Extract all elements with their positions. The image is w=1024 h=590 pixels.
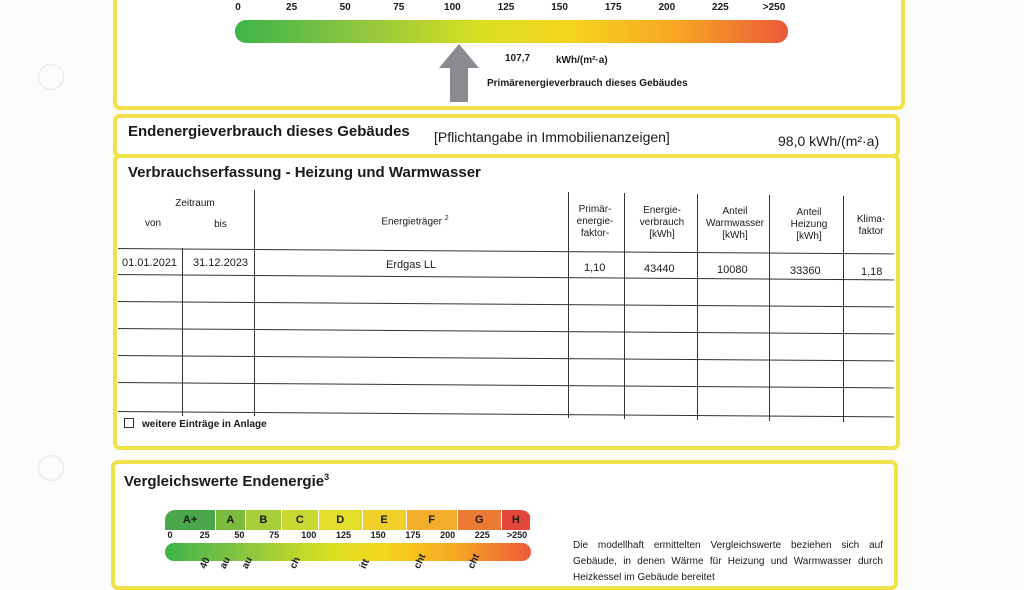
- efficiency-class-strip: [165, 510, 531, 530]
- anlage-checkbox[interactable]: [124, 418, 134, 428]
- header-zeitraum: Zeitraum: [175, 198, 215, 209]
- row1-heizung: 33360: [790, 265, 821, 277]
- efficiency-class-g: G: [458, 510, 502, 530]
- efficiency-class-f: F: [407, 510, 458, 530]
- top-scale-tick: 200: [658, 2, 676, 13]
- marker-caption: Primärenergieverbrauch dieses Gebäudes: [487, 78, 688, 89]
- vergleich-scale-tick: 25: [199, 530, 210, 540]
- top-scale-tick: 175: [604, 2, 622, 13]
- vergleich-scale-tick: 200: [440, 530, 456, 540]
- efficiency-class-d: D: [319, 510, 363, 530]
- header-energietraeger-footnote: 2: [444, 215, 449, 222]
- endenergie-title: Endenergieverbrauch dieses Gebäudes: [128, 123, 410, 140]
- top-scale-tick: 75: [393, 2, 405, 13]
- vergleich-scale-tick: 125: [335, 530, 352, 540]
- vergleich-bottom-label: ch: [288, 555, 303, 571]
- endenergie-value: 98,0 kWh/(m²·a): [778, 133, 880, 149]
- vergleich-bottom-label: au: [218, 555, 233, 571]
- table-divider: [843, 196, 844, 422]
- verbrauch-title: Verbrauchserfassung - Heizung und Warmwasser: [128, 164, 481, 181]
- vergleich-bottom-label: 40: [198, 555, 213, 571]
- efficiency-class-c: C: [282, 510, 319, 530]
- efficiency-class-b: B: [246, 510, 283, 530]
- efficiency-class-h: H: [502, 510, 531, 530]
- vergleich-scale-tick: 150: [370, 530, 386, 540]
- vergleich-title-footnote: 3: [324, 472, 330, 482]
- efficiency-class-a-plus: A+: [165, 510, 216, 530]
- marker-unit: kWh/(m²·a): [556, 55, 608, 66]
- vergleich-title: [124, 472, 329, 490]
- header-bis: bis: [214, 219, 227, 230]
- row1-von: 01.01.2021: [122, 257, 178, 269]
- efficiency-class-e: E: [363, 510, 407, 530]
- vergleich-scale-tick: >250: [506, 530, 528, 540]
- top-scale-tick: 50: [339, 2, 351, 13]
- vergleich-bottom-label: cht: [412, 552, 429, 571]
- row1-primaerfaktor: 1,10: [584, 262, 606, 274]
- vergleich-scale-tick: 0: [167, 530, 173, 540]
- row1-energietraeger: Erdgas LL: [386, 259, 437, 271]
- row1-bis: 31.12.2023: [193, 257, 249, 269]
- top-scale-tick: 125: [497, 2, 515, 13]
- vergleich-scale-tick: 75: [269, 530, 280, 540]
- efficiency-class-a: A: [216, 510, 245, 530]
- vergleich-bottom-label: cht: [466, 552, 483, 571]
- marker-value: 107,7: [505, 53, 531, 64]
- table-divider: [182, 248, 183, 416]
- top-energy-scale-bar: [235, 20, 788, 43]
- header-energietraeger-label: Energieträger: [381, 216, 442, 228]
- vergleich-title-text: Vergleichswerte Endenergie: [124, 473, 325, 490]
- vergleich-scale-tick: 225: [474, 530, 490, 540]
- row1-klimafaktor: 1,18: [861, 266, 883, 278]
- row1-warmwasser: 10080: [717, 264, 748, 276]
- top-scale-tick: 100: [444, 2, 461, 13]
- header-anteil-warmwasser: Anteil Warmwasser [kWh]: [706, 206, 764, 241]
- anlage-label: weitere Einträge in Anlage: [142, 419, 267, 430]
- top-scale-tick: 0: [235, 2, 241, 13]
- vergleich-scale-tick: 175: [405, 530, 421, 540]
- punch-hole: [38, 64, 64, 90]
- top-scale-tick: 25: [286, 2, 298, 13]
- vergleich-bottom-label: itt: [358, 557, 372, 571]
- header-primaerenergiefaktor: Primär- energie- faktor-: [576, 204, 614, 239]
- arrow-up-icon: [438, 44, 480, 102]
- top-scale-tick: 150: [551, 2, 568, 13]
- vergleich-bottom-label: au: [240, 555, 255, 571]
- vergleich-scale-tick: 100: [301, 530, 317, 540]
- header-anteil-heizung: Anteil Heizung [kWh]: [790, 207, 828, 242]
- header-von: von: [144, 218, 162, 229]
- endenergie-note: [Pflichtangabe in Immobilienanzeigen]: [434, 129, 670, 145]
- vergleich-text: Die modellhaft ermittelten Vergleichswerte beziehen sich auf Gebäude, in denen Wärme für Heizung und Warmwasser durch Heizkessel im Gebäude bereitet: [573, 540, 883, 583]
- top-scale-tick: 225: [712, 2, 729, 13]
- vergleich-scale-tick: 50: [234, 530, 245, 540]
- row1-energieverbrauch: 43440: [644, 263, 675, 275]
- header-energieverbrauch: Energie- verbrauch [kWh]: [639, 205, 685, 240]
- top-scale-tick: >250: [762, 2, 786, 13]
- header-klimafaktor: Klima- faktor: [856, 214, 886, 237]
- punch-hole: [38, 455, 64, 481]
- header-energietraeger: [360, 213, 470, 228]
